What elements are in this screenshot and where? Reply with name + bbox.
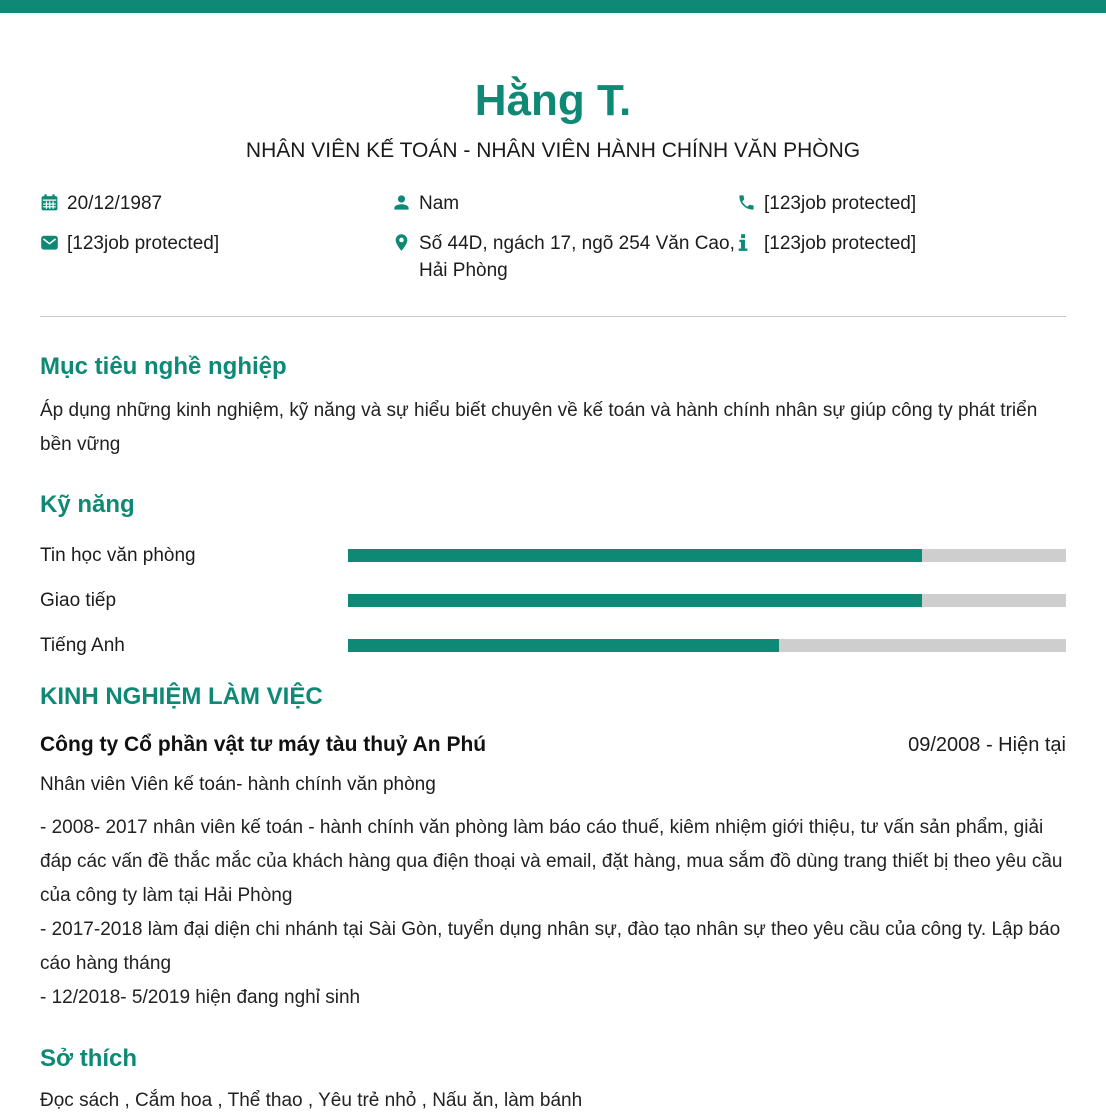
experience-header [40, 731, 1066, 759]
contact-gender [392, 190, 737, 217]
skill-bar-fill [348, 639, 779, 652]
skill-bar-track [348, 594, 1066, 607]
experience-heading: KINH NGHIỆM LÀM VIỆC [40, 683, 323, 710]
contact-info [40, 190, 1066, 297]
skill-bar-track [348, 549, 1066, 562]
contact-address [392, 230, 737, 284]
skill-row [40, 587, 1066, 614]
skill-label: Giao tiếp [40, 589, 117, 611]
person-icon [392, 190, 419, 212]
contact-phone [737, 190, 1066, 217]
experience-period: 09/2008 - Hiện tại [908, 734, 1066, 756]
skill-label: Tin học văn phòng [40, 544, 196, 566]
experience-detail-item: - 2017-2018 làm đại diện chi nhánh tại Sài Gòn, tuyển dụng nhân sự, đào tạo nhân sự theo yêu cầu của công ty. Lập báo cáo hàng tháng [40, 919, 1061, 974]
location-icon [392, 230, 419, 252]
calendar-icon [40, 190, 67, 212]
interests-heading: Sở thích [40, 1045, 138, 1072]
candidate-name: Hằng T. [474, 76, 632, 125]
extra-value: [123job protected] [764, 233, 917, 254]
skills-list [40, 542, 1066, 659]
interests-body: Đọc sách , Cắm hoa , Thể thao , Yêu trẻ nhỏ , Nấu ăn, làm bánh [40, 1090, 583, 1111]
objective-heading: Mục tiêu nghề nghiệp [40, 353, 287, 380]
address-value: Số 44D, ngách 17, ngõ 254 Văn Cao, Hải Phòng [419, 233, 735, 281]
phone-icon [737, 190, 764, 212]
experience-detail-item: - 12/2018- 5/2019 hiện đang nghỉ sinh [40, 987, 361, 1008]
header-divider [40, 316, 1066, 317]
gender-value: Nam [419, 193, 460, 214]
top-accent-bar [0, 0, 1106, 13]
skill-bar-fill [348, 549, 922, 562]
contact-column-3 [737, 190, 1066, 297]
phone-value: [123job protected] [764, 193, 917, 214]
candidate-title: NHÂN VIÊN KẾ TOÁN - NHÂN VIÊN HÀNH CHÍNH VĂN PHÒNG [245, 139, 861, 162]
experience-detail-item: - 2008- 2017 nhân viên kế toán - hành chính văn phòng làm báo cáo thuế, kiêm nhiệm giới thiệu, tư vấn sản phẩm, giải đáp các vấn đề thắc mắc của khách hàng qua điện thoại và email, đặt hàng, mua sắm đồ dùng trang thiết bị theo yêu cầu của công ty làm tại Hải Phòng [40, 817, 1063, 906]
skills-heading: Kỹ năng [40, 491, 135, 518]
contact-extra [737, 230, 1066, 257]
skill-bar-track [348, 639, 1066, 652]
experience-company: Công ty Cổ phần vật tư máy tàu thuỷ An Phú [40, 733, 487, 756]
email-icon [40, 230, 67, 252]
skill-row [40, 542, 1066, 569]
cv-content [0, 75, 1106, 1118]
objective-body: Áp dụng những kinh nghiệm, kỹ năng và sự hiểu biết chuyên về kế toán và hành chính nhân sự giúp công ty phát triển bền vững [40, 400, 1038, 455]
birthdate-value: 20/12/1987 [67, 193, 163, 214]
skill-bar-fill [348, 594, 922, 607]
skill-label: Tiếng Anh [40, 634, 125, 656]
experience-details [40, 811, 1066, 1015]
experience-role: Nhân viên Viên kế toán- hành chính văn phòng [40, 774, 436, 795]
skill-row [40, 632, 1066, 659]
contact-birthdate [40, 190, 392, 217]
contact-column-1 [40, 190, 392, 297]
email-value: [123job protected] [67, 233, 220, 254]
contact-email [40, 230, 392, 257]
info-icon [737, 230, 764, 252]
contact-column-2 [392, 190, 737, 297]
